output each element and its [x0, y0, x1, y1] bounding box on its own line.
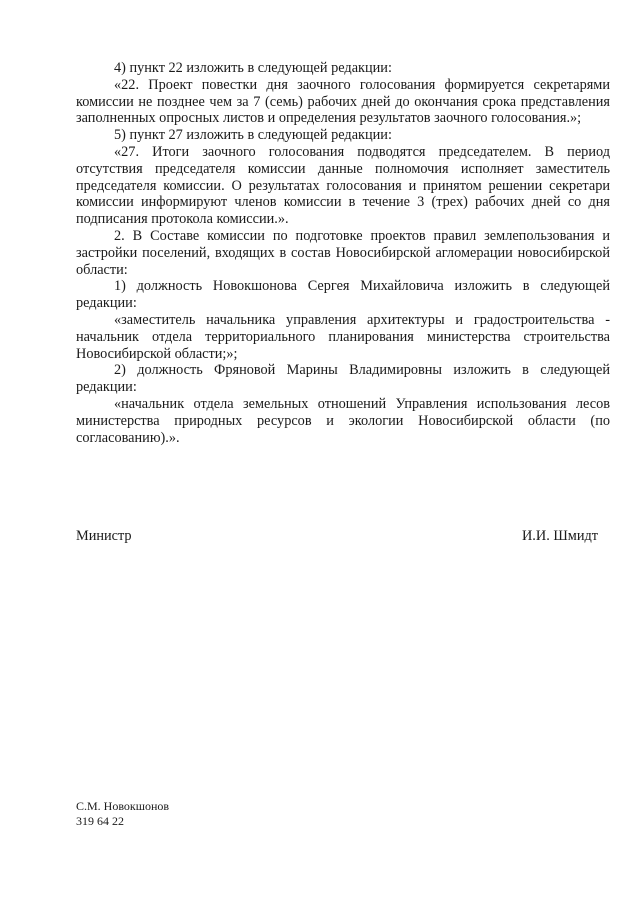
paragraph-section-2: 2. В Составе комиссии по подготовке проектов правил землепользования и застройки поселений, входящих в состав Новосибирской агломерации новосибирской области: — [76, 227, 610, 278]
executor-block — [76, 799, 169, 828]
paragraph-item-4-heading: 4) пункт 22 изложить в следующей редакции: — [114, 60, 392, 76]
document-body — [76, 60, 610, 446]
paragraph-subitem-1: 1) должность Новокшонова Сергея Михайловича изложить в следующей редакции: — [76, 278, 610, 312]
signature-position: Министр — [76, 528, 132, 544]
paragraph-point-22-text: «22. Проект повестки дня заочного голосования формируется секретарями комиссии не позднее чем за 7 (семь) рабочих дней до окончания срока представления заполненных опросных листов и определения результатов заочного голосования.»; — [76, 76, 610, 127]
paragraph-subitem-2: 2) должность Фряновой Марины Владимировны изложить в следующей редакции: — [76, 362, 610, 396]
paragraph-item-5-heading: 5) пункт 27 изложить в следующей редакции: — [114, 127, 392, 144]
executor-name: С.М. Новокшонов — [76, 799, 170, 813]
paragraph-subitem-2-text: «начальник отдела земельных отношений Управления использования лесов министерства природных ресурсов и экологии Новосибирской области (по согласованию).». — [76, 395, 610, 446]
signature-block — [76, 528, 598, 545]
paragraph-point-27-text: «27. Итоги заочного голосования подводятся председателем. В период отсутствия председателя комиссии данные полномочия исполняет заместитель председателя комиссии. О результатах голосования и принятом решении секретари комиссии информируют членов комиссии в течение 3 (трех) рабочих дней со дня подписания протокола комиссии.». — [76, 143, 610, 228]
signature-name: И.И. Шмидт — [521, 528, 598, 544]
executor-phone: 319 64 22 — [76, 813, 124, 828]
paragraph-subitem-1-text: «заместитель начальника управления архитектуры и градостроительства - начальник отдела территориального планирования министерства строительства Новосибирской области;»; — [76, 311, 610, 362]
